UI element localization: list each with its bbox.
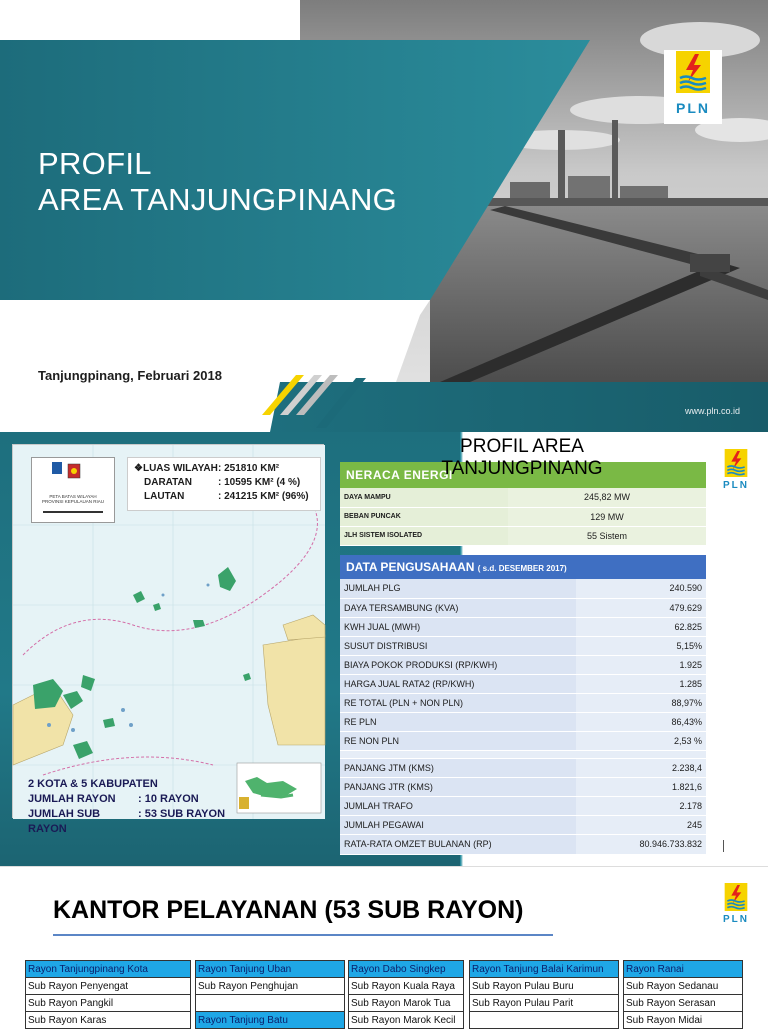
cover-title (38, 146, 397, 218)
rayon-row (196, 995, 345, 1012)
pengusahaan-row (340, 796, 706, 815)
rayon-row (196, 1012, 345, 1029)
summary-kota-kabupaten: 2 KOTA & 5 KABUPATEN (28, 778, 158, 790)
pengusahaan-row (340, 693, 706, 712)
pengusahaan-row (340, 636, 706, 655)
neraca-energi-header: NERACA ENERGI (340, 462, 706, 488)
pln-lightning-icon (675, 50, 711, 94)
pengusahaan-value: 2.178 (576, 796, 706, 815)
rayon-table (469, 960, 619, 1029)
rayon-header-cell: Rayon Tanjung Balai Karimun (470, 961, 619, 978)
pengusahaan-value: 62.825 (576, 617, 706, 636)
summary-value: : 10 RAYON (138, 793, 199, 805)
text-cursor (723, 840, 724, 852)
pengusahaan-label: RE PLN (340, 712, 576, 731)
rayon-header-cell: Rayon Tanjungpinang Kota (26, 961, 191, 978)
row-spacer (340, 750, 706, 758)
pengusahaan-label: BIAYA POKOK PRODUKSI (RP/KWH) (340, 655, 576, 674)
rayon-row (26, 995, 191, 1012)
pengusahaan-value: 1.285 (576, 674, 706, 693)
stat-value: : 10595 KM² (4 %) (218, 477, 301, 488)
pln-lightning-icon (724, 448, 748, 478)
data-pengusahaan-title: DATA PENGUSAHAAN (346, 560, 475, 574)
profile-slide (0, 432, 768, 866)
neraca-value: 245,82 MW (508, 488, 706, 507)
province-emblem-icon (32, 458, 116, 494)
pengusahaan-value: 5,15% (576, 636, 706, 655)
sub-rayon-cell: Sub Rayon Pulau Buru (470, 978, 619, 995)
rayon-row (349, 961, 464, 978)
pln-logo (716, 882, 756, 925)
pengusahaan-label: JUMLAH PEGAWAI (340, 815, 576, 834)
pengusahaan-row (340, 731, 706, 750)
slide-divider (0, 866, 768, 867)
rayon-row (26, 961, 191, 978)
pln-logo-text: PLN (723, 914, 749, 925)
rayon-header-cell: Rayon Tanjung Uban (196, 961, 345, 978)
pengusahaan-value: 2.238,4 (576, 758, 706, 777)
pln-lightning-icon (724, 882, 748, 912)
map-title-box (31, 457, 115, 523)
pengusahaan-label: RE TOTAL (PLN + NON PLN) (340, 693, 576, 712)
sub-rayon-cell: Sub Rayon Penyengat (26, 978, 191, 995)
kantor-pelayanan-title: KANTOR PELAYANAN (53 SUB RAYON) (53, 896, 524, 924)
region-summary (28, 777, 225, 837)
rayon-table (623, 960, 743, 1029)
cover-slide (0, 0, 768, 432)
pengusahaan-label: JUMLAH PLG (340, 579, 576, 598)
area-stats-box (127, 457, 321, 511)
pengusahaan-value: 86,43% (576, 712, 706, 731)
rayon-header-cell: Rayon Tanjung Batu (196, 1012, 345, 1029)
rayon-row (470, 1012, 619, 1029)
neraca-row (340, 507, 706, 526)
sub-rayon-cell (470, 1012, 619, 1029)
pln-logo (716, 448, 756, 491)
summary-row (28, 807, 225, 837)
summary-label: JUMLAH RAYON (28, 793, 116, 805)
stat-row (134, 476, 314, 490)
rayon-row (349, 995, 464, 1012)
pengusahaan-row (340, 617, 706, 636)
pengusahaan-value: 1.821,6 (576, 777, 706, 796)
stat-value: : 241215 KM² (96%) (218, 491, 309, 502)
region-map (12, 444, 324, 835)
pengusahaan-row (340, 598, 706, 617)
kantor-pelayanan-slide (0, 866, 768, 1024)
stat-row (134, 462, 314, 476)
rayon-row (470, 961, 619, 978)
pengusahaan-value: 479.629 (576, 598, 706, 617)
sub-rayon-cell: Sub Rayon Karas (26, 1012, 191, 1029)
sub-rayon-cell: Sub Rayon Midai (624, 1012, 743, 1029)
rayon-row (196, 961, 345, 978)
neraca-row (340, 526, 706, 545)
pengusahaan-value: 88,97% (576, 693, 706, 712)
pengusahaan-row (340, 674, 706, 693)
pengusahaan-row (340, 712, 706, 731)
cover-title-line-1: PROFIL (38, 146, 152, 181)
sub-rayon-cell: Sub Rayon Serasan (624, 995, 743, 1012)
rayon-row (470, 995, 619, 1012)
neraca-row (340, 488, 706, 507)
neraca-label: JLH SISTEM ISOLATED (340, 526, 508, 545)
pengusahaan-value: 1.925 (576, 655, 706, 674)
pengusahaan-row (340, 579, 706, 598)
profile-title: PROFIL AREA TANJUNGPINANG (441, 436, 603, 479)
rayon-row (624, 978, 743, 995)
pln-logo-text: PLN (676, 100, 710, 116)
neraca-label: BEBAN PUNCAK (340, 507, 508, 526)
neraca-value: 129 MW (508, 507, 706, 526)
pengusahaan-row (340, 758, 706, 777)
rayon-table (25, 960, 191, 1029)
stat-row (134, 490, 314, 504)
sub-rayon-cell: Sub Rayon Kuala Raya (349, 978, 464, 995)
rayon-row (624, 1012, 743, 1029)
pengusahaan-row (340, 815, 706, 834)
pln-logo-text: PLN (723, 480, 749, 491)
rayon-row (196, 978, 345, 995)
row-spacer-cell (340, 750, 706, 758)
pln-logo (664, 50, 722, 124)
rayon-header-cell: Rayon Ranai (624, 961, 743, 978)
sub-rayon-cell: Sub Rayon Marok Tua (349, 995, 464, 1012)
neraca-value: 55 Sistem (508, 526, 706, 545)
cover-date: Tanjungpinang, Februari 2018 (38, 368, 222, 383)
rayon-header-cell: Rayon Dabo Singkep (349, 961, 464, 978)
pengusahaan-label: RE NON PLN (340, 731, 576, 750)
rayon-row (26, 978, 191, 995)
pengusahaan-row (340, 834, 706, 854)
pengusahaan-row (340, 777, 706, 796)
data-pengusahaan-table (340, 579, 706, 855)
stat-value: : 251810 KM² (218, 463, 280, 474)
neraca-energi-table (340, 488, 706, 546)
sub-rayon-cell: Sub Rayon Pangkil (26, 995, 191, 1012)
pengusahaan-row (340, 655, 706, 674)
stat-label: ❖LUAS WILAYAH (134, 463, 218, 474)
neraca-label: DAYA MAMPU (340, 488, 508, 507)
rayon-row (349, 1012, 464, 1029)
pengusahaan-label: RATA-RATA OMZET BULANAN (RP) (340, 834, 576, 854)
map-scale-bar (43, 511, 103, 513)
pengusahaan-value: 80.946.733.832 (576, 834, 706, 854)
map-title-line-2: PROVINSI KEPULAUAN RIAU (41, 499, 104, 504)
data-pengusahaan-header (340, 555, 706, 579)
sub-rayon-cell: Sub Rayon Sedanau (624, 978, 743, 995)
summary-value: : 53 SUB RAYON (138, 808, 226, 820)
pengusahaan-label: SUSUT DISTRIBUSI (340, 636, 576, 655)
rayon-row (624, 961, 743, 978)
pengusahaan-label: DAYA TERSAMBUNG (KVA) (340, 598, 576, 617)
pengusahaan-label: PANJANG JTM (KMS) (340, 758, 576, 777)
rayon-row (349, 978, 464, 995)
stat-label: DARATAN (144, 477, 192, 488)
data-pengusahaan-period: ( s.d. DESEMBER 2017) (477, 564, 567, 573)
pengusahaan-label: HARGA JUAL RATA2 (RP/KWH) (340, 674, 576, 693)
sub-rayon-cell: Sub Rayon Marok Kecil (349, 1012, 464, 1029)
pengusahaan-value: 240.590 (576, 579, 706, 598)
rayon-table (195, 960, 345, 1029)
sub-rayon-cell: Sub Rayon Penghujan (196, 978, 345, 995)
map-title-line-1: PETA BATAS WILAYAH (49, 494, 97, 499)
title-underline (53, 934, 553, 936)
pengusahaan-label: PANJANG JTR (KMS) (340, 777, 576, 796)
rayon-table (348, 960, 464, 1029)
cover-title-line-2: AREA TANJUNGPINANG (38, 182, 398, 217)
summary-row (28, 792, 225, 807)
sub-rayon-cell (196, 995, 345, 1012)
pengusahaan-label: JUMLAH TRAFO (340, 796, 576, 815)
rayon-row (470, 978, 619, 995)
pengusahaan-value: 2,53 % (576, 731, 706, 750)
rayon-row (26, 1012, 191, 1029)
pengusahaan-value: 245 (576, 815, 706, 834)
sub-rayon-cell: Sub Rayon Pulau Parit (470, 995, 619, 1012)
stat-label: LAUTAN (144, 491, 185, 502)
website-url: www.pln.co.id (685, 406, 741, 416)
pengusahaan-label: KWH JUAL (MWH) (340, 617, 576, 636)
rayon-row (624, 995, 743, 1012)
summary-label: JUMLAH SUB RAYON (28, 808, 101, 835)
